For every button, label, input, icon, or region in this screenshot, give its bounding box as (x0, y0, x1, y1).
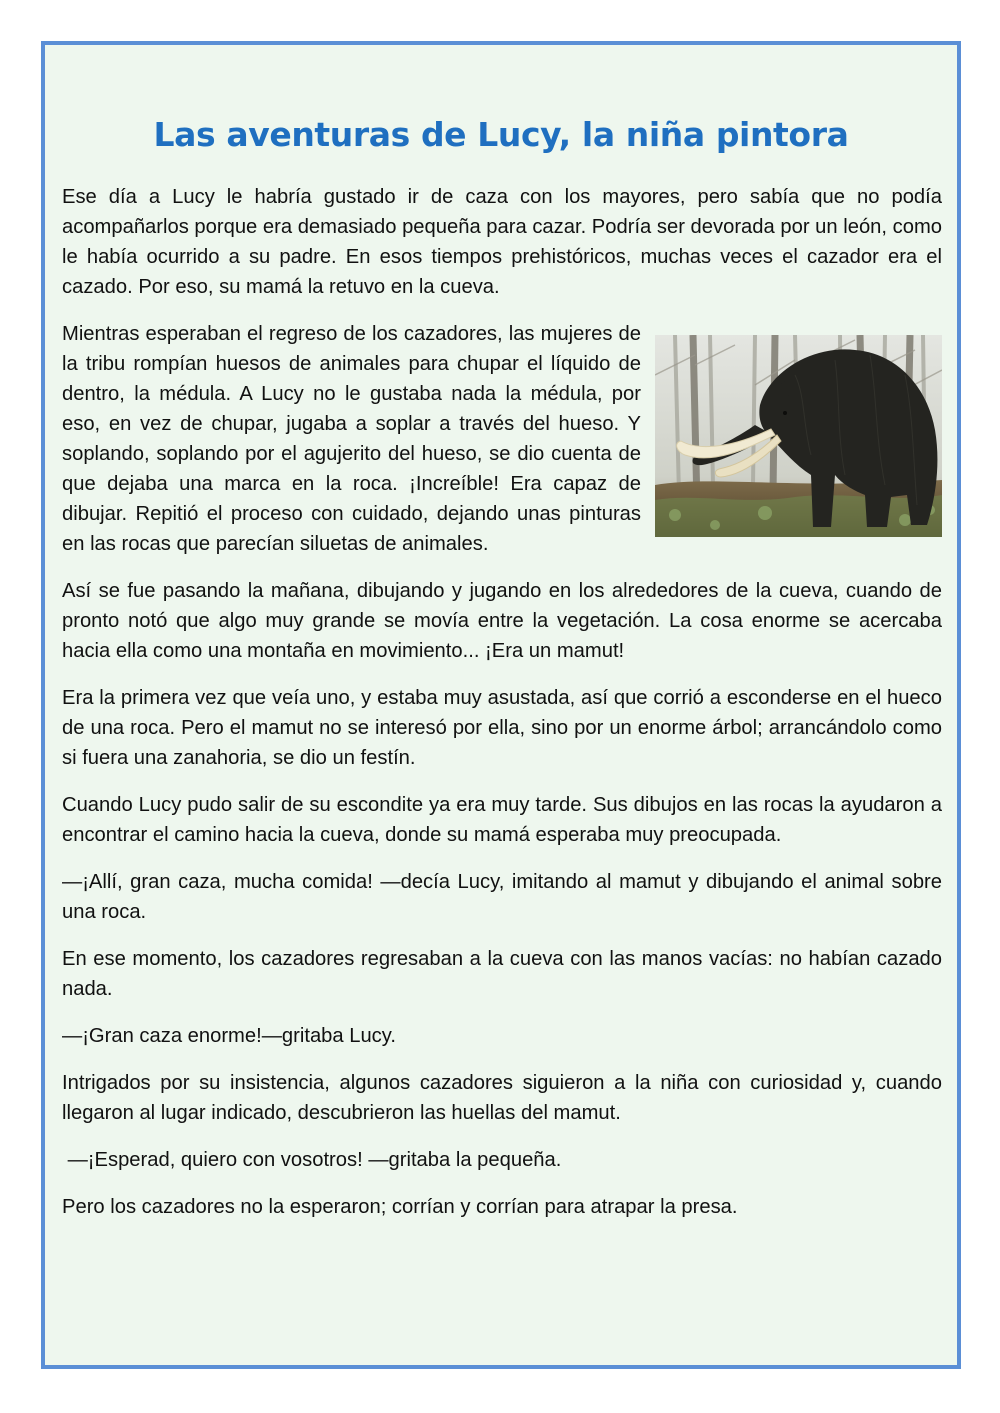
paragraph-7: En ese momento, los cazadores regresaban a la cueva con las manos vacías: no habían cazado nada. (62, 948, 942, 1000)
paragraph-5: Cuando Lucy pudo salir de su escondite ya era muy tarde. Sus dibujos en las rocas la ayudaron a encontrar el camino hacia la cueva, donde su mamá esperaba muy preocupada. (62, 794, 942, 846)
story-page (41, 41, 961, 1369)
paragraph-4: Era la primera vez que veía uno, y estaba muy asustada, así que corrió a esconderse en el hueco de una roca. Pero el mamut no se interesó por ella, sino por un enorme árbol; arrancándolo como si fuera una zanahoria, se dio un festín. (62, 687, 942, 769)
paragraph-11: Pero los cazadores no la esperaron; corrían y corrían para atrapar la presa. (62, 1196, 738, 1218)
paragraph-10: —¡Esperad, quiero con vosotros! —gritaba la pequeña. (62, 1149, 562, 1171)
story-body (62, 182, 942, 1239)
paragraph-1: Ese día a Lucy le habría gustado ir de caza con los mayores, pero sabía que no podía acompañarlos porque era demasiado pequeña para cazar. Podría ser devorada por un león, como le había ocurrido a su padre. En esos tiempos prehistóricos, muchas veces el cazador era el cazado. Por eso, su mamá la retuvo en la cueva. (62, 186, 942, 298)
paragraph-3: Así se fue pasando la mañana, dibujando y jugando en los alrededores de la cueva, cuando de pronto notó que algo muy grande se movía entre la vegetación. La cosa enorme se acercaba hacia ella como una montaña en movimiento... ¡Era un mamut! (62, 580, 942, 662)
paragraph-6: —¡Allí, gran caza, mucha comida! —decía Lucy, imitando al mamut y dibujando el animal sobre una roca. (62, 871, 942, 923)
paragraph-2: Mientras esperaban el regreso de los cazadores, las mujeres de la tribu rompían huesos de animales para chupar el líquido de dentro, la médula. A Lucy no le gustaba nada la médula, por eso, en vez de chupar, jugaba a soplar a través del hueso. Y soplando, soplando por el agujerito del hueso, se dio cuenta de que dejaba una marca en la roca. ¡Increíble! Era capaz de dibujar. Repitió el proceso con cuidado, dejando unas pinturas en las rocas que parecían siluetas de animales. (62, 323, 641, 555)
paragraph-9: Intrigados por su insistencia, algunos cazadores siguieron a la niña con curiosidad y, cuando llegaron al lugar indicado, descubrieron las huellas del mamut. (62, 1072, 942, 1124)
page-title: Las aventuras de Lucy, la niña pintora (153, 115, 849, 154)
mammoth-image (655, 335, 942, 537)
paragraph-8: —¡Gran caza enorme!—gritaba Lucy. (62, 1025, 396, 1047)
